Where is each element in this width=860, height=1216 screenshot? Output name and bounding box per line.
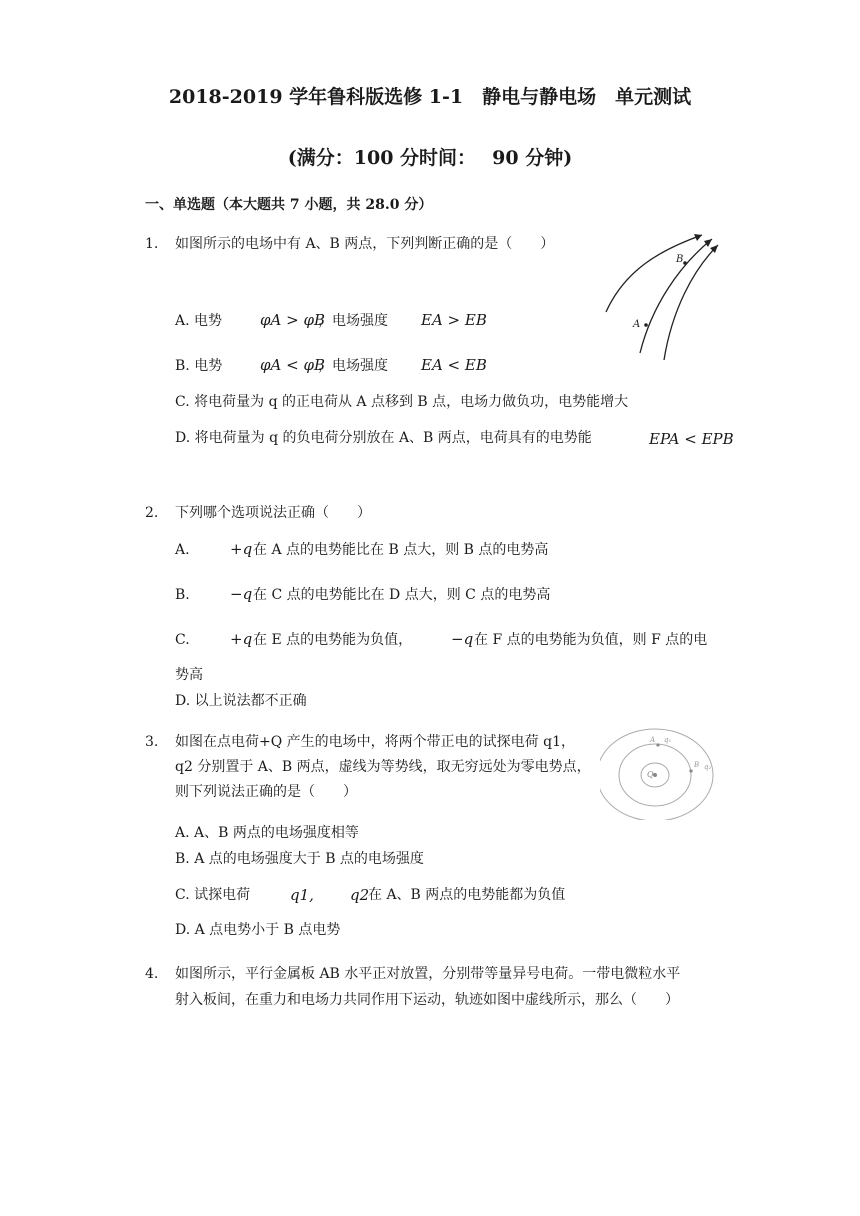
option-d: D. A 点电势小于 B 点电势	[175, 922, 341, 938]
q1-label: q₁	[664, 736, 672, 744]
option-a-label: A. 电势	[175, 313, 223, 329]
charge-q-label: Q	[647, 770, 654, 779]
point-b-label: B	[694, 761, 700, 769]
option-c-formula-2: −q	[451, 630, 474, 648]
option-b: B. A 点的电场强度大于 B 点的电场强度	[175, 851, 424, 867]
option-c-continuation: 势高	[175, 667, 203, 683]
option-c-formula-2: q2	[350, 886, 370, 904]
option-a-text: 在 A 点的电势能比在 B 点大，则 B 点的电势高	[253, 542, 549, 558]
question-stem-line-3: 则下列说法正确的是（ ）	[175, 784, 357, 800]
option-a-formula-1: φA > φB	[260, 311, 325, 329]
option-b-label: B. 电势	[175, 358, 223, 374]
option-c: C. 将电荷量为 q 的正电荷从 A 点移到 B 点，电场力做负功，电势能增大	[175, 394, 629, 410]
option-d-text: D. 将电荷量为 q 的负电荷分别放在 A、B 两点，电荷具有的电势能	[175, 430, 592, 446]
point-b-label: B	[676, 254, 684, 265]
point-a-label: A	[650, 736, 656, 744]
option-b-label: B.	[175, 587, 190, 603]
option-a-label: A.	[175, 542, 190, 558]
option-b-formula-2: EA < EB	[421, 356, 487, 374]
option-a-formula-2: EA > EB	[421, 311, 487, 329]
equipotential-circles-figure	[600, 725, 725, 820]
q2-label: q₂	[704, 763, 712, 771]
electric-field-lines-figure	[600, 225, 730, 365]
option-b-formula-1: φA < φB	[260, 356, 325, 374]
question-stem-line-2: q2 分别置于 A、B 两点，虚线为等势线，取无穷远处为零电势点，	[175, 759, 591, 775]
question-number: 4.	[145, 966, 159, 982]
section-heading: 一、单选题（本大题共 7 小题，共 28.0 分）	[145, 197, 433, 213]
option-c-formula-1: q1,	[290, 886, 314, 904]
question-stem: 如图所示的电场中有 A、B 两点，下列判断正确的是（ ）	[175, 236, 555, 252]
document-title: 2018-2019 学年鲁科版选修 1-1 静电与静电场 单元测试	[168, 86, 692, 108]
question-number: 1.	[145, 236, 159, 252]
question-number: 2.	[145, 505, 159, 521]
option-c-label: C.	[175, 632, 190, 648]
option-c-text-1: 在 E 点的电势能为负值，	[253, 632, 413, 648]
question-stem-line-2: 射入板间，在重力和电场力共同作用下运动，轨迹如图中虚线所示，那么（ ）	[175, 992, 679, 1008]
question-stem-line-1: 如图所示，平行金属板 AB 水平正对放置，分别带等量异号电荷。一带电微粒水平	[175, 966, 681, 982]
option-c-text-2: 在 F 点的电势能为负值，则 F 点的电	[474, 632, 708, 648]
option-a: A. A、B 两点的电场强度相等	[175, 825, 359, 841]
option-b-mid: ，电场强度	[318, 358, 388, 374]
question-number: 3.	[145, 734, 159, 750]
option-a-formula: +q	[230, 540, 253, 558]
point-a-label: A	[633, 319, 641, 330]
option-b-text: 在 C 点的电势能比在 D 点大，则 C 点的电势高	[253, 587, 551, 603]
question-stem: 下列哪个选项说法正确（ ）	[175, 505, 371, 521]
document-subtitle: (满分：100 分时间： 90 分钟)	[287, 147, 573, 169]
option-c-text: 在 A、B 两点的电势能都为负值	[368, 887, 566, 903]
option-c-formula-1: +q	[230, 630, 253, 648]
option-d: D. 以上说法都不正确	[175, 693, 307, 709]
question-stem-line-1: 如图在点电荷+Q 产生的电场中，将两个带正电的试探电荷 q1，	[175, 734, 575, 750]
option-c-label: C. 试探电荷	[175, 887, 251, 903]
option-a-mid: ，电场强度	[318, 313, 388, 329]
option-b-formula: −q	[230, 585, 253, 603]
option-d-formula: EPA < EPB	[649, 430, 734, 448]
